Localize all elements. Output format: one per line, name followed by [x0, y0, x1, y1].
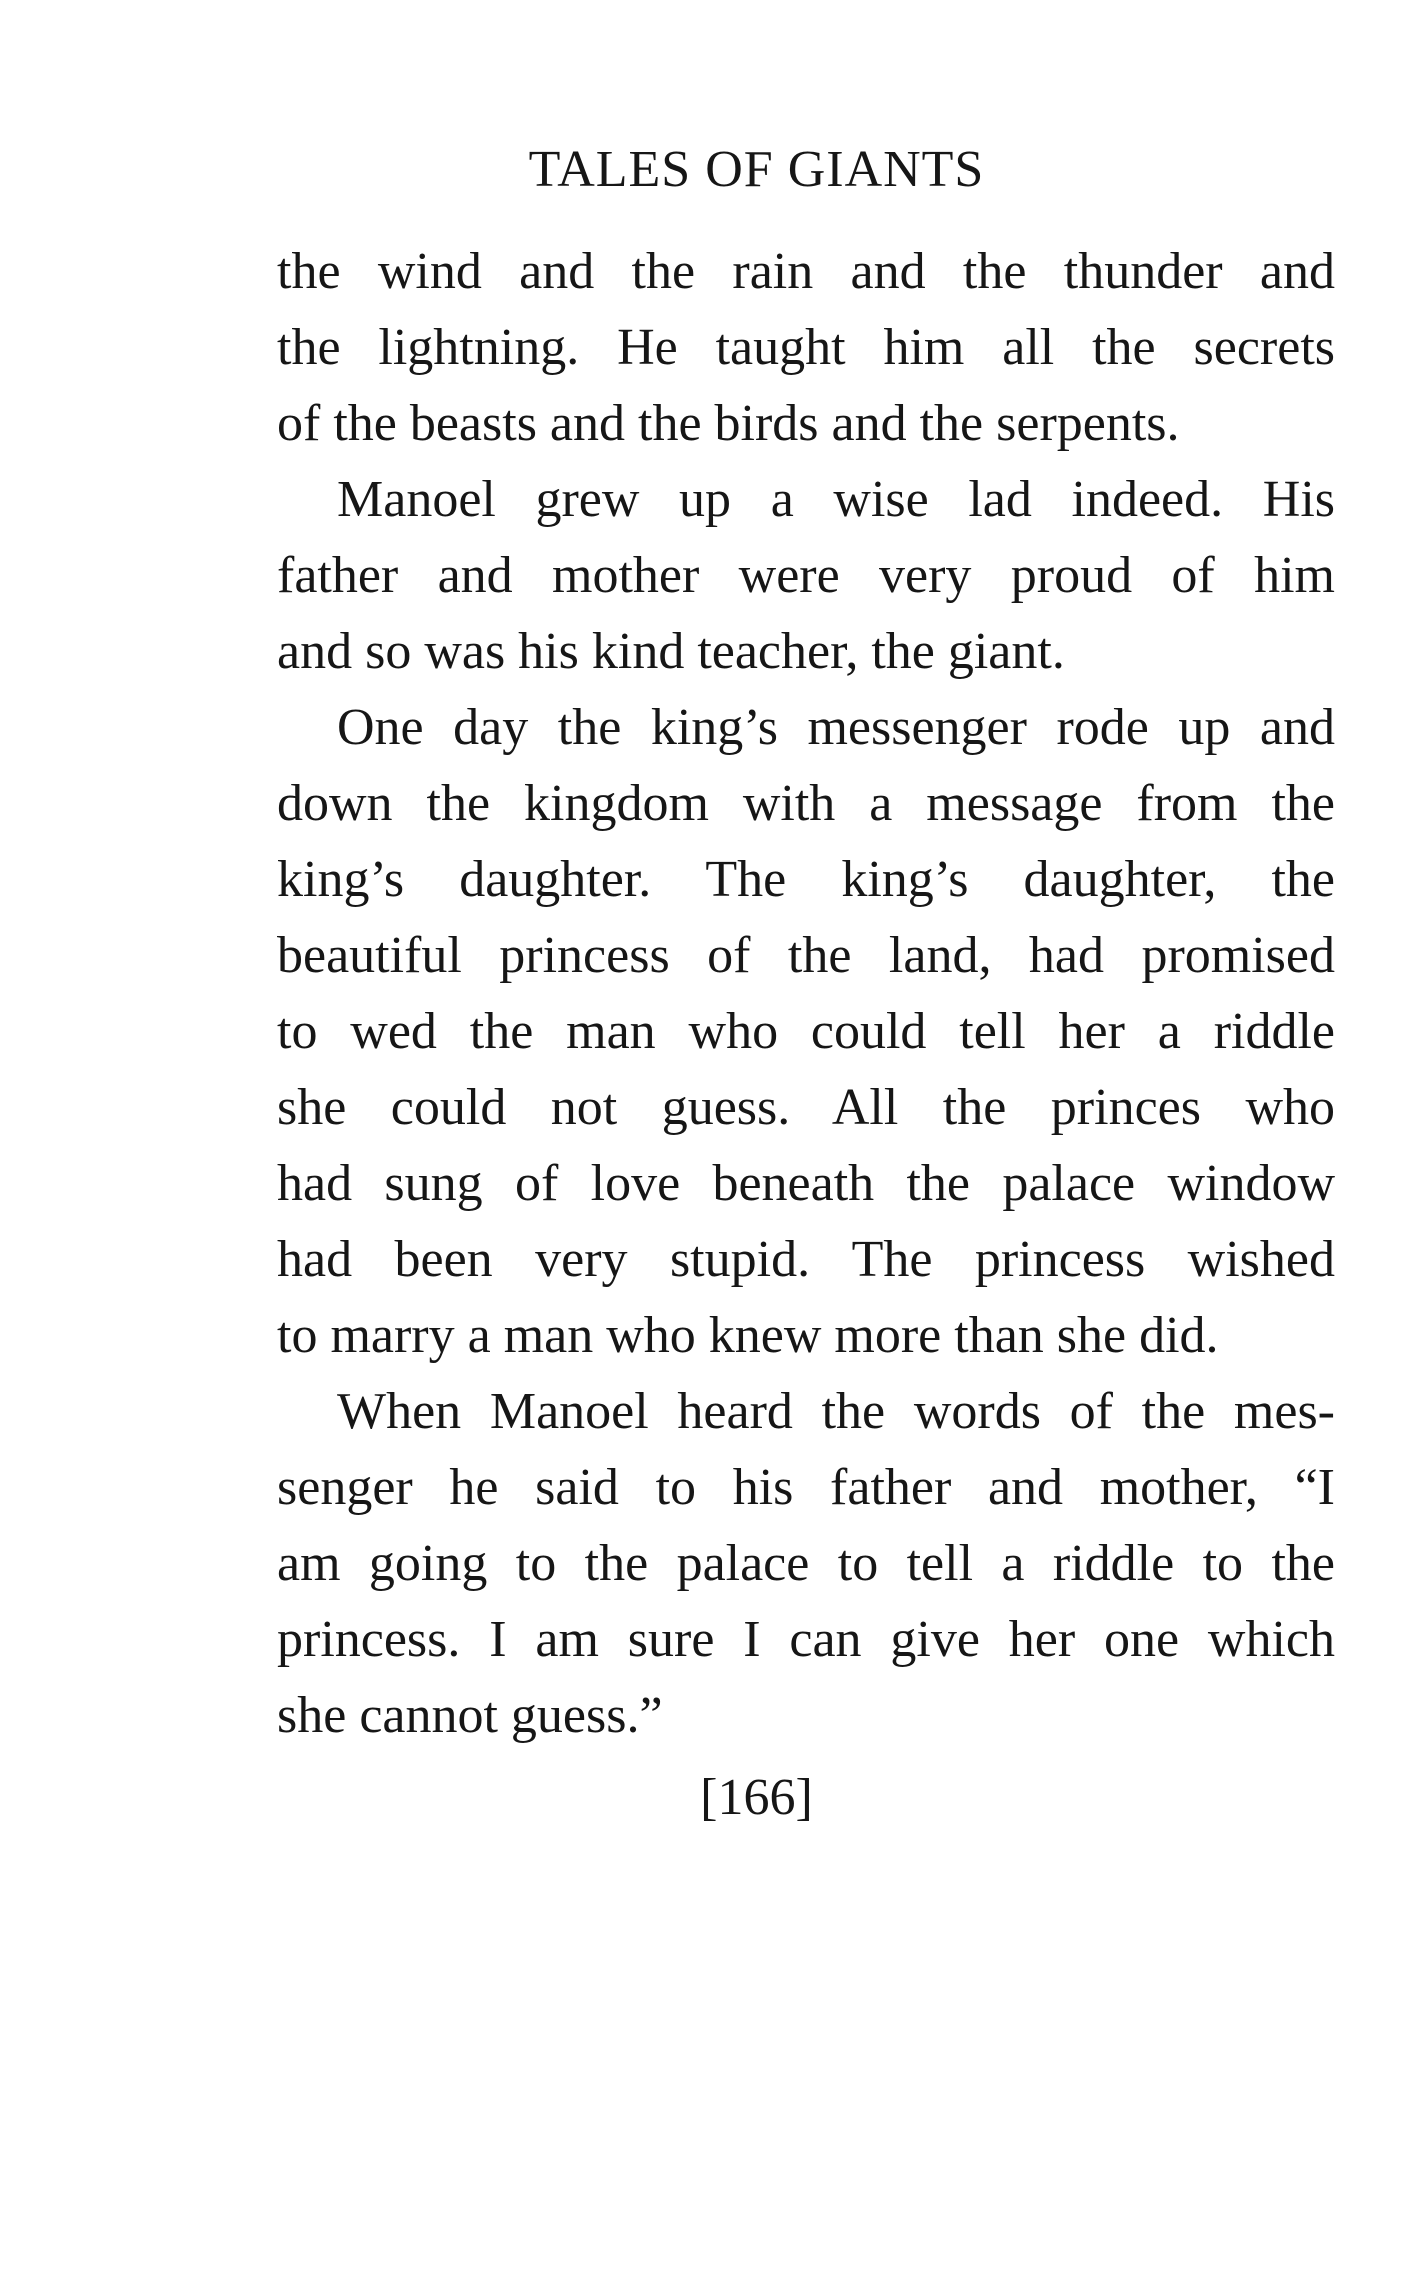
text-line: the lightning. He taught him all the secrets [277, 319, 1335, 376]
text-line: One day the king’s messenger rode up and [337, 699, 1335, 756]
text-line: of the beasts and the birds and the serpents. [277, 395, 1180, 452]
text-line: she cannot guess.” [277, 1687, 663, 1744]
text-line: beautiful princess of the land, had promised [277, 927, 1335, 984]
page-number: [166] [700, 1769, 813, 1826]
text-line: and so was his kind teacher, the giant. [277, 623, 1065, 680]
text-line: to marry a man who knew more than she did. [277, 1307, 1219, 1364]
text-line: king’s daughter. The king’s daughter, the [277, 851, 1335, 908]
text-line: When Manoel heard the words of the mes- [337, 1383, 1335, 1440]
text-line: father and mother were very proud of him [277, 547, 1335, 604]
text-line: Manoel grew up a wise lad indeed. His [337, 471, 1335, 528]
body-text [277, 234, 1335, 1754]
text-line: to wed the man who could tell her a riddle [277, 1003, 1335, 1060]
text-line: had sung of love beneath the palace window [277, 1155, 1335, 1212]
text-line: senger he said to his father and mother, “I [277, 1459, 1335, 1516]
text-line: down the kingdom with a message from the [277, 775, 1335, 832]
text-line: had been very stupid. The princess wished [277, 1231, 1335, 1288]
text-line: she could not guess. All the princes who [277, 1079, 1335, 1136]
text-line: am going to the palace to tell a riddle to the [277, 1535, 1335, 1592]
text-line: princess. I am sure I can give her one which [277, 1611, 1335, 1668]
running-header: TALES OF GIANTS [528, 141, 985, 198]
text-line: the wind and the rain and the thunder and [277, 243, 1335, 300]
